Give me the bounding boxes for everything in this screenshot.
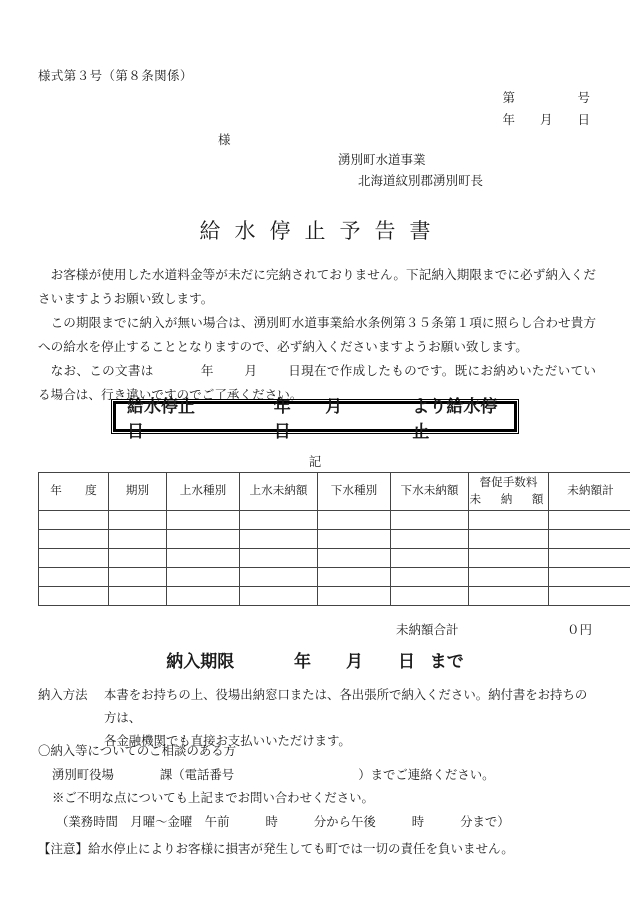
table-body [39, 511, 630, 606]
water-stop-tail: より給水停止 [412, 396, 498, 441]
cell-unpaid-total [549, 530, 630, 549]
header-water-unpaid: 上水未納額 [240, 473, 318, 511]
water-stop-date-box [113, 396, 517, 441]
contact-block [38, 740, 596, 834]
cell-reminder-fee [469, 511, 549, 530]
stop-year-label: 年 [273, 396, 292, 416]
payment-due-date [0, 647, 630, 672]
document-meta [502, 88, 590, 132]
cell-sewer-type [318, 568, 391, 587]
cell-unpaid-total [549, 568, 630, 587]
header-unpaid-total: 未納額計 [549, 473, 630, 511]
paragraph-3-year-label: 年 [200, 363, 214, 378]
paragraph-3-suffix: 日現在で作成したものです。既にお納めいただいている場合は、行き違いですのでご了承ください。 [38, 363, 597, 402]
cell-sewer-unpaid [391, 568, 469, 587]
cell-water-unpaid [240, 568, 318, 587]
cell-period [109, 549, 167, 568]
table-row [39, 511, 630, 530]
contact-hours-hour-1: 時 [265, 814, 278, 829]
cell-sewer-unpaid [391, 511, 469, 530]
cell-fiscal-year [39, 587, 109, 606]
cell-fiscal-year [39, 530, 109, 549]
payment-method-line-1: 本書をお持ちの上、役場出納窓口または、各出張所で納入ください。納付書をお持ちの方は、 [104, 688, 588, 725]
header-water-type: 上水種別 [167, 473, 240, 511]
header-sewer-type: 下水種別 [318, 473, 391, 511]
cell-water-unpaid [240, 587, 318, 606]
cell-sewer-type [318, 530, 391, 549]
contact-hours-min-1: 分から午後 [313, 814, 376, 829]
cell-sewer-unpaid [391, 549, 469, 568]
cell-unpaid-total [549, 549, 630, 568]
cell-sewer-type [318, 511, 391, 530]
header-fiscal-year: 年 度 [39, 473, 109, 511]
payment-due-label: 納入期限 [166, 652, 235, 671]
unpaid-amount-table [38, 472, 630, 606]
issuer-organization: 湧別町水道事業 [338, 153, 426, 167]
cell-reminder-fee [469, 549, 549, 568]
header-reminder-fee-line1: 督促手数料 [479, 475, 538, 489]
header-period: 期別 [109, 473, 167, 511]
form-number: 様式第３号（第８条関係） [38, 69, 193, 83]
cell-period [109, 587, 167, 606]
cell-reminder-fee [469, 530, 549, 549]
contact-heading: 〇納入等についてのご相談のある方 [38, 744, 237, 758]
payment-method-line-2: 各金融機関でも直接お支払いいただけます。 [104, 733, 351, 748]
cell-sewer-type [318, 587, 391, 606]
cell-period [109, 568, 167, 587]
cell-water-type [167, 511, 240, 530]
cell-sewer-unpaid [391, 530, 469, 549]
ki-label: 記 [308, 455, 322, 469]
issuer-authority: 北海道紋別郡湧別町長 [358, 174, 484, 189]
stop-day-label: 日 [273, 421, 292, 441]
table-row [39, 530, 630, 549]
bottom-notice: 【注意】給水停止によりお客様に損害が発生しても町では一切の責任を負いません。 [38, 842, 514, 856]
header-reminder-fee-line2: 未 納 額 [469, 492, 548, 506]
due-day-label: 日 [397, 652, 415, 671]
cell-fiscal-year [39, 511, 109, 530]
contact-hours-hour-2: 時 [411, 814, 425, 829]
cell-water-unpaid [240, 549, 318, 568]
due-year-label: 年 [294, 652, 312, 671]
contact-department-label: 課（電話番号 [159, 767, 235, 782]
unpaid-amount-table-wrap [38, 472, 614, 606]
paragraph-2: この期限までに納入が無い場合は、湧別町水道事業給水条例第３５条第１項に照らし合わせ貴方への給水を停止することとなりますので、必ず納入くださいますようお願い致します。 [38, 315, 596, 354]
cell-unpaid-total [549, 511, 630, 530]
contact-hours-min-2: 分まで） [460, 814, 510, 829]
paragraph-3-month-label: 月 [244, 363, 258, 378]
cell-fiscal-year [39, 568, 109, 587]
cell-water-type [167, 568, 240, 587]
stop-month-label: 月 [325, 396, 344, 416]
header-sewer-unpaid: 下水未納額 [391, 473, 469, 511]
issuer-block [338, 150, 483, 193]
cell-water-unpaid [240, 530, 318, 549]
cell-period [109, 530, 167, 549]
page-title: 給水停止予告書 [199, 219, 445, 243]
addressee-honorific: 様 [218, 133, 231, 147]
table-row [39, 568, 630, 587]
paragraph-3-prefix: なお、この文書は [50, 363, 154, 378]
body-text [38, 264, 596, 408]
paragraph-1: お客様が使用した水道料金等が未だに完納されておりません。下記納入期限までに必ず納入くださいますようお願い致します。 [38, 268, 596, 306]
cell-sewer-unpaid [391, 587, 469, 606]
cell-reminder-fee [469, 568, 549, 587]
water-stop-date-label: 給水停止日 [127, 396, 195, 441]
cell-unpaid-total [549, 587, 630, 606]
document-number-line: 第 号 [502, 91, 590, 105]
contact-note: ※ご不明な点についても上記までお問い合わせください。 [52, 791, 374, 806]
table-row [39, 587, 630, 606]
cell-water-unpaid [240, 511, 318, 530]
cell-period [109, 511, 167, 530]
contact-hours-line [38, 811, 596, 835]
cell-reminder-fee [469, 587, 549, 606]
table-header-row [39, 473, 630, 511]
contact-after-phone-text: ）までご連絡ください。 [358, 767, 495, 782]
header-reminder-fee-unpaid [469, 473, 549, 511]
cell-water-type [167, 549, 240, 568]
cell-water-type [167, 587, 240, 606]
unpaid-total-label: 未納額合計 [396, 623, 459, 637]
cell-sewer-type [318, 549, 391, 568]
due-month-label: 月 [346, 652, 363, 671]
water-stop-date-fields [274, 392, 395, 442]
payment-method-label: 納入方法 [38, 688, 88, 702]
contact-office-line [38, 764, 596, 788]
document-date-line: 年 月 日 [502, 112, 590, 127]
contact-office-name: 湧別町役場 [52, 767, 114, 782]
unpaid-total-value: ０円 [566, 623, 592, 637]
cell-fiscal-year [39, 549, 109, 568]
cell-water-type [167, 530, 240, 549]
contact-hours-prefix: （業務時間 月曜〜金曜 午前 [56, 814, 230, 829]
payment-due-tail: まで [429, 652, 464, 671]
table-row [39, 549, 630, 568]
